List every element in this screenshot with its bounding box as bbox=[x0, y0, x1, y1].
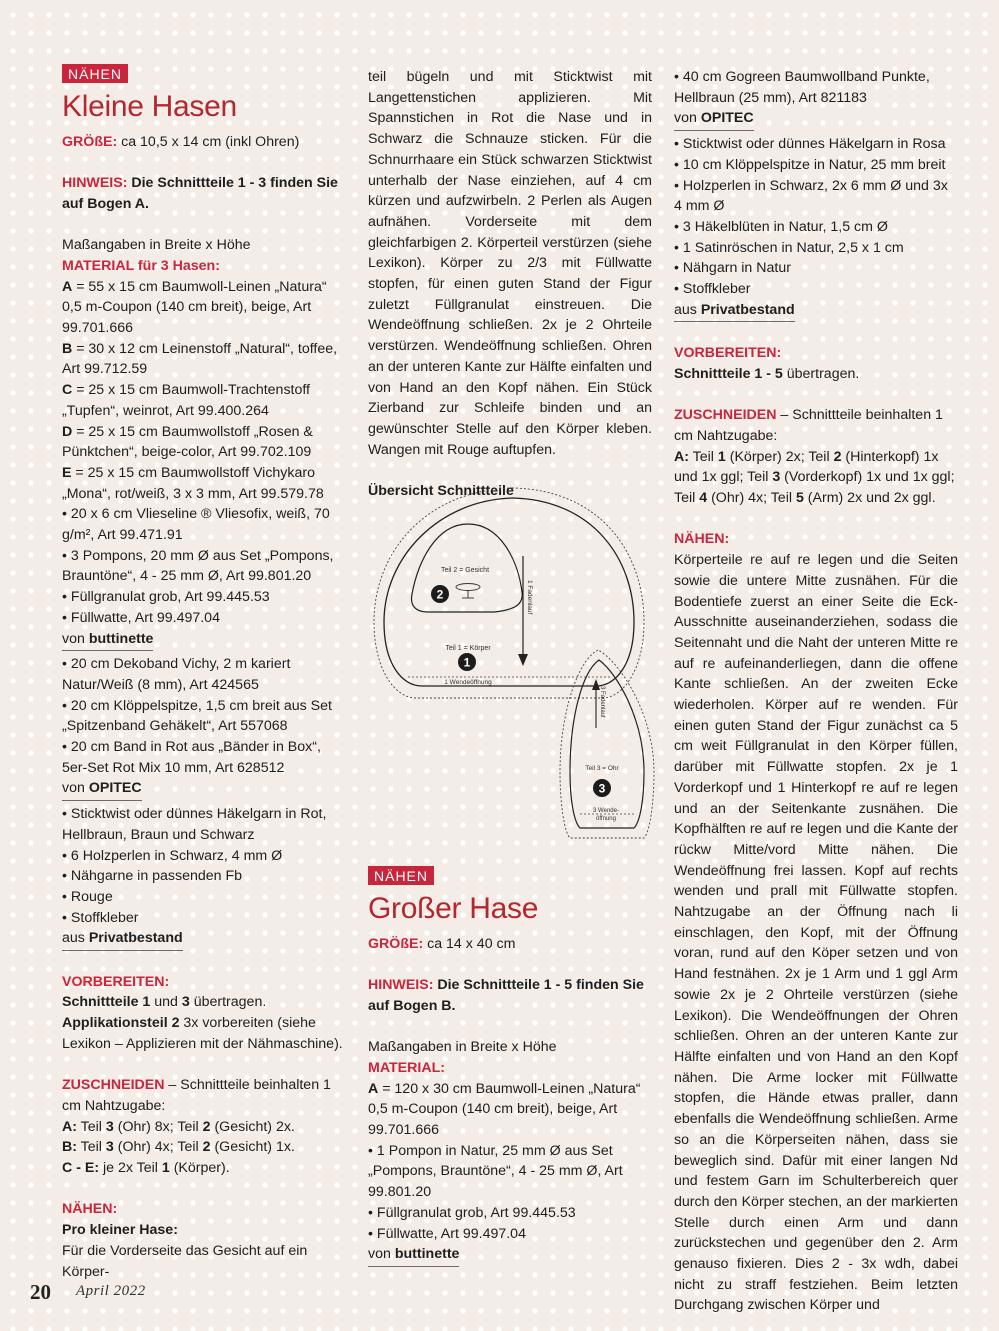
instruction-text: teil bügeln und mit Sticktwist mit Langettenstichen applizieren. Mit Spannstichen in Rot die Nase und in Schwarz die Schnauze sticken. Für die Schnurrhaare ein Stück schwarzen Sticktwist unterhalb der Nase einziehen, auf 4 cm kürzen und aufzwirbeln. 2 Perlen als Augen aufnähen. Vorderseite mit dem gleichfarbigen 2. Körperteil verstürzen (siehe Lexikon). Körper zu 2/3 mit Füllwatte stopfen, für einen guten Stand der Figur zuletzt Füllgranulat einstreuen. Die Wendeöffnung schließen. 2x je 2 Ohrteile verstürzen. Wendeöffnung schließen. Ohren an der unteren Kante zur Hälfte einfalten und von Hand an den Kopf nähen. Ein Stück Zierband zur Schleife binden und an gewünschter Stelle auf den Körper kleben. Wangen mit Rouge auftupfen. bbox=[368, 69, 652, 458]
arrow-head-1 bbox=[518, 654, 528, 666]
prep-line: Schnittteile 1 - 5 übertragen. bbox=[674, 365, 860, 382]
page-number: 20 bbox=[30, 1280, 51, 1304]
sew-subheading: Pro kleiner Hase: bbox=[62, 1222, 178, 1239]
svg-text:1: 1 bbox=[463, 655, 471, 670]
part-2-label: Teil 2 = Gesicht bbox=[440, 567, 490, 574]
opening-label-3b: öffnung bbox=[596, 816, 616, 822]
bullet-item: • 40 cm Gogreen Baumwollband Punkte, Hellbraun (25 mm), Art 821183 bbox=[674, 69, 930, 106]
sew-heading: NÄHEN: bbox=[674, 531, 730, 548]
overview-heading: Übersicht Schnittteile bbox=[368, 483, 514, 500]
bullet-item: • Stoffkleber bbox=[674, 281, 751, 298]
source-opitec: von OPITEC bbox=[674, 108, 958, 131]
column-1 bbox=[62, 64, 344, 1282]
article-title: Großer Hase bbox=[368, 891, 539, 925]
bullet-item: • Stoffkleber bbox=[62, 909, 139, 926]
grain-label-3: 3 Fadenlauf bbox=[599, 686, 605, 718]
bullet-item: • 6 Holzperlen in Schwarz, 4 mm Ø bbox=[62, 847, 283, 864]
bullet-item: • Füllwatte, Art 99.497.04 bbox=[62, 609, 220, 626]
bullet-item: • Füllgranulat grob, Art 99.445.53 bbox=[368, 1204, 576, 1221]
part-1-body-outline bbox=[384, 498, 634, 686]
svg-text:3: 3 bbox=[598, 781, 606, 796]
cut-intro: ZUSCHNEIDEN – Schnittteile beinhalten 1 cm Nahtzugabe: bbox=[674, 407, 943, 444]
material-item: D = 25 x 15 cm Baumwollstoff „Rosen & Pünktchen“, beige-color, Art 99.702.109 bbox=[62, 423, 313, 461]
cut-intro: ZUSCHNEIDEN – Schnittteile beinhalten 1 cm Nahtzugabe: bbox=[62, 1077, 331, 1114]
column-2 bbox=[368, 67, 652, 502]
source-buttinette: von buttinette bbox=[62, 629, 344, 652]
bullet-item: • 20 x 6 cm Vlieseline ® Vliesofix, weiß, 70 g/m², Art 99.471.91 bbox=[62, 506, 330, 544]
issue-date: April 2022 bbox=[76, 1283, 146, 1299]
material-item: A = 55 x 15 cm Baumwoll-Leinen „Natura“ 0,5 m-Coupon (140 cm breit), beige, Art 99.701.666 bbox=[62, 278, 327, 336]
bullet-item: • 3 Häkelblüten in Natur, 1,5 cm Ø bbox=[674, 218, 888, 235]
prep-line: Schnittteile 1 und 3 übertragen. bbox=[62, 994, 267, 1011]
section-tag: NÄHEN bbox=[62, 64, 344, 86]
sew-text: Körperteile re auf re legen und die Seiten sowie die untere Mitte zusnähen. Für die Bodentiefe zuerst an einer Seite die Eck-Ausschnitte auseinanderziehen, sodass die Seitennaht und die Naht der unteren Mitte re auf re aufeinanderliegen, dann die offene Kante schließen. An der zweiten Ecke wiederholen. Körper auf re wenden. Für einen guten Stand der Figur zunächst ca 5 cm weit Füllgranulat in den Körper füllen, darüber mit Füllwatte stopfen. 2x je 1 Vorderkopf und 1 Hinterkopf re auf re legen und an der Seitenkante zusnähen. Die Kopfhälften re auf re legen und die Kante der rückw Mitte/vord Mitte nähen. Die Wendeöffnung frei lassen. Kopf auf rechts wenden und prall mit Füllwatte stopfen. Nahtzugabe an der Öffnung nach li einschlagen, den Kopf, mit der Öffnung voran, rund auf den Köper setzen und von Hand festnähen. 2x je 1 Arm und 1 ggl Arm sowie 2x je 2 Ohrteile verstürzen (siehe Lexikon). Die Wendeöffnungen der Ohren schließen. Ohren an der unteren Kante zur Hälfte einfalten und von Hand an den Kopf nähen. Die Arme locker mit Füllwatte stopfen, die Hände etwas praller, dann ebenfalls die Wendeöffnung schließen. Arme so an die Körperseiten nähen, dass sie beweglich sind. Dafür mit einer langen Nd und festem Garn im Schulterbereich quer durch den Körper stechen, an der markierten Stelle durch einen Arm und dann zurückstechen und gegenüber den 2. Arm genauso fixieren. Dies 2 - 3x wdh, dabei nicht zu straff festziehen. Beim letzten Durchgang zwischen Körper und bbox=[674, 552, 958, 1314]
pattern-overview-diagram bbox=[368, 472, 658, 844]
cut-line: B: Teil 3 (Ohr) 4x; Teil 2 (Gesicht) 1x. bbox=[62, 1139, 295, 1156]
material-item: B = 30 x 12 cm Leinenstoff „Natural“, toffee, Art 99.712.59 bbox=[62, 340, 338, 378]
material-item: A = 120 x 30 cm Baumwoll-Leinen „Natura“ 0,5 m-Coupon (140 cm breit), beige, Art 99.701.666 bbox=[368, 1080, 641, 1138]
bullet-item: • 1 Pompon in Natur, 25 mm Ø aus Set „Pompons, Brauntöne“, 4 - 25 mm Ø, Art 99.801.20 bbox=[368, 1142, 623, 1201]
nose-symbol bbox=[456, 584, 480, 591]
arrow-head-3 bbox=[592, 679, 600, 690]
grain-label-1: 1 Fadenlauf bbox=[526, 580, 533, 615]
bullet-item: • 1 Satinröschen in Natur, 2,5 x 1 cm bbox=[674, 239, 904, 256]
hint-line: HINWEIS: Die Schnittteile 1 - 3 finden Sie auf Bogen A. bbox=[62, 175, 338, 212]
bullet-item: • 20 cm Band in Rot aus „Bänder in Box“, 5er-Set Rot Mix 10 mm, Art 628512 bbox=[62, 739, 321, 776]
cut-line: C - E: je 2x Teil 1 (Körper). bbox=[62, 1160, 230, 1177]
cut-line: A: Teil 1 (Körper) 2x; Teil 2 (Hinterkopf) 1x und 1x ggl; Teil 3 (Vorderkopf) 1x und 1x ggl; Teil 4 (Ohr) 4x; Teil 5 (Arm) 2x und 2x ggl. bbox=[674, 448, 955, 507]
bullet-item: • Nähgarn in Natur bbox=[674, 260, 791, 277]
bullet-item: • Sticktwist oder dünnes Häkelgarn in Rot, Hellbraun, Braun und Schwarz bbox=[62, 806, 327, 843]
source-privatbestand: aus Privatbestand bbox=[674, 300, 958, 323]
bullet-item: • Füllgranulat grob, Art 99.445.53 bbox=[62, 589, 270, 606]
prep-line: Applikationsteil 2 3x vorbereiten (siehe Lexikon – Applizieren mit der Nähmaschine). bbox=[62, 1015, 343, 1052]
prep-heading: VORBEREITEN: bbox=[674, 345, 782, 362]
bullet-item: • Rouge bbox=[62, 888, 113, 905]
column-3 bbox=[674, 67, 958, 1316]
measure-note: Maßangaben in Breite x Höhe bbox=[62, 237, 251, 254]
cut-line: A: Teil 3 (Ohr) 8x; Teil 2 (Gesicht) 2x. bbox=[62, 1118, 295, 1135]
source-opitec: von OPITEC bbox=[62, 778, 344, 801]
material-list bbox=[62, 277, 344, 629]
part-3-ear-outline bbox=[570, 660, 644, 828]
size-line: GRÖßE: ca 10,5 x 14 cm (inkl Ohren) bbox=[62, 133, 300, 150]
bullet-item: • Holzperlen in Schwarz, 2x 6 mm Ø und 3x 4 mm Ø bbox=[674, 177, 948, 215]
bullet-item: • Füllwatte, Art 99.497.04 bbox=[368, 1225, 526, 1242]
size-line: GRÖßE: ca 14 x 40 cm bbox=[368, 935, 516, 952]
bullet-item: • Nähgarne in passenden Fb bbox=[62, 868, 243, 885]
bullet-item: • 3 Pompons, 20 mm Ø aus Set „Pompons, Brauntöne“, 4 - 25 mm Ø, Art 99.801.20 bbox=[62, 547, 334, 585]
section-tag: NÄHEN bbox=[368, 866, 652, 888]
bullet-item: • 20 cm Dekoband Vichy, 2 m kariert Natur/Weiß (8 mm), Art 424565 bbox=[62, 656, 291, 693]
bullet-item: • Sticktwist oder dünnes Häkelgarn in Rosa bbox=[674, 136, 946, 153]
source-buttinette: von buttinette bbox=[368, 1244, 652, 1267]
source-privatbestand: aus Privatbestand bbox=[62, 928, 344, 951]
part-3-label: Teil 3 = Ohr bbox=[585, 765, 619, 772]
part-1-label: Teil 1 = Körper bbox=[445, 645, 491, 652]
sew-heading: NÄHEN: bbox=[62, 1201, 118, 1218]
material-item: C = 25 x 15 cm Baumwoll-Trachtenstoff „Tupfen“, weinrot, Art 99.400.264 bbox=[62, 382, 310, 419]
opening-label-1: 1 Wendeöffnung bbox=[444, 679, 492, 686]
svg-text:2: 2 bbox=[436, 587, 444, 602]
measure-note: Maßangaben in Breite x Höhe bbox=[368, 1039, 557, 1056]
material-item: E = 25 x 15 cm Baumwollstoff Vichykaro „Mona“, rot/weiß, 3 x 3 mm, Art 99.579.78 bbox=[62, 464, 324, 502]
section-grosser-hase bbox=[368, 866, 652, 1267]
hint-line: HINWEIS: Die Schnittteile 1 - 5 finden Sie auf Bogen B. bbox=[368, 977, 644, 1014]
material-heading: MATERIAL für 3 Hasen: bbox=[62, 257, 220, 274]
bullet-item: • 20 cm Klöppelspitze, 1,5 cm breit aus Set „Spitzenband Gehäkelt“, Art 557068 bbox=[62, 697, 332, 735]
bullet-item: • 10 cm Klöppelspitze in Natur, 25 mm breit bbox=[674, 156, 946, 173]
part-1-seam-allowance bbox=[374, 488, 644, 698]
material-heading: MATERIAL: bbox=[368, 1059, 445, 1076]
opening-label-3a: 3 Wende- bbox=[593, 808, 619, 814]
sew-text: Für die Vorderseite das Gesicht auf ein Körper- bbox=[62, 1242, 308, 1280]
article-title: Kleine Hasen bbox=[62, 89, 237, 123]
prep-heading: VORBEREITEN: bbox=[62, 973, 170, 990]
